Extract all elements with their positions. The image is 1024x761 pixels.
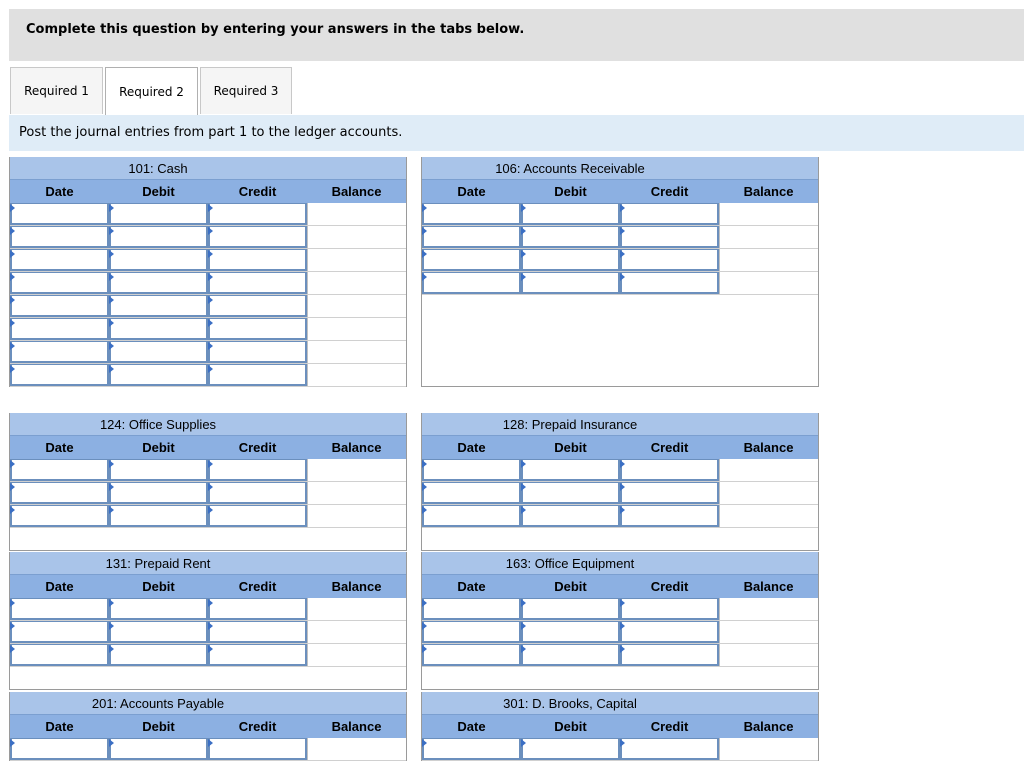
ledger-title bbox=[422, 552, 818, 575]
ledger-column-header bbox=[10, 575, 406, 598]
balance-cell bbox=[307, 272, 406, 294]
ledger-title bbox=[422, 413, 818, 436]
balance-cell bbox=[307, 459, 406, 481]
ledger-prepaid-rent bbox=[9, 552, 407, 690]
balance-cell bbox=[719, 738, 818, 760]
ledger-empty-row bbox=[422, 341, 818, 364]
header-date: Date bbox=[45, 184, 74, 199]
date-input[interactable] bbox=[10, 249, 109, 271]
credit-input[interactable] bbox=[620, 621, 719, 643]
credit-input[interactable] bbox=[208, 318, 307, 340]
debit-input[interactable] bbox=[521, 598, 620, 620]
balance-cell bbox=[307, 505, 406, 527]
balance-cell bbox=[307, 482, 406, 504]
ledger-prepaid-insurance bbox=[421, 413, 819, 551]
ledger-row bbox=[422, 226, 818, 249]
ledger-row bbox=[422, 482, 818, 505]
debit-input[interactable] bbox=[521, 203, 620, 225]
date-input[interactable] bbox=[10, 318, 109, 340]
header-debit: Debit bbox=[554, 719, 587, 734]
ledger-empty-row bbox=[422, 667, 818, 690]
balance-cell bbox=[307, 295, 406, 317]
date-input[interactable] bbox=[10, 482, 109, 504]
ledger-row bbox=[10, 341, 406, 364]
ledger-title bbox=[422, 692, 818, 715]
debit-input[interactable] bbox=[109, 249, 208, 271]
credit-input[interactable] bbox=[620, 226, 719, 248]
date-input[interactable] bbox=[10, 505, 109, 527]
balance-cell bbox=[307, 598, 406, 620]
tab-required-1[interactable]: Required 1 bbox=[10, 67, 103, 114]
debit-input[interactable] bbox=[109, 272, 208, 294]
ledger-row bbox=[10, 621, 406, 644]
header-date: Date bbox=[45, 719, 74, 734]
header-balance: Balance bbox=[743, 579, 794, 594]
balance-cell bbox=[307, 318, 406, 340]
header-balance: Balance bbox=[331, 440, 382, 455]
ledger-empty-row bbox=[10, 667, 406, 690]
header-debit: Debit bbox=[142, 579, 175, 594]
date-input[interactable] bbox=[422, 459, 521, 481]
balance-cell bbox=[719, 505, 818, 527]
date-input[interactable] bbox=[422, 505, 521, 527]
debit-input[interactable] bbox=[109, 341, 208, 363]
ledger-row bbox=[422, 644, 818, 667]
ledger-row bbox=[10, 249, 406, 272]
header-balance: Balance bbox=[743, 440, 794, 455]
ledger-row bbox=[10, 482, 406, 505]
debit-input[interactable] bbox=[109, 295, 208, 317]
balance-cell bbox=[719, 203, 818, 225]
ledger-account-name: 128: Prepaid Insurance bbox=[502, 416, 638, 432]
tab-required-3[interactable]: Required 3 bbox=[200, 67, 292, 114]
date-input[interactable] bbox=[422, 249, 521, 271]
ledger-column-header bbox=[10, 180, 406, 203]
credit-input[interactable] bbox=[208, 598, 307, 620]
ledger-column-header bbox=[422, 436, 818, 459]
date-input[interactable] bbox=[10, 364, 109, 386]
ledger-empty-row bbox=[10, 528, 406, 551]
balance-cell bbox=[719, 249, 818, 271]
header-credit: Credit bbox=[238, 440, 277, 455]
ledger-empty-row bbox=[422, 295, 818, 318]
ledger-row bbox=[422, 272, 818, 295]
date-input[interactable] bbox=[10, 295, 109, 317]
balance-cell bbox=[307, 226, 406, 248]
ledger-title bbox=[10, 692, 406, 715]
header-debit: Debit bbox=[142, 440, 175, 455]
credit-input[interactable] bbox=[208, 295, 307, 317]
ledger-row bbox=[422, 598, 818, 621]
credit-input[interactable] bbox=[208, 272, 307, 294]
debit-input[interactable] bbox=[109, 621, 208, 643]
credit-input[interactable] bbox=[620, 738, 719, 760]
ledger-title bbox=[10, 552, 406, 575]
debit-input[interactable] bbox=[109, 644, 208, 666]
header-date: Date bbox=[457, 184, 486, 199]
ledger-row bbox=[422, 249, 818, 272]
header-date: Date bbox=[457, 440, 486, 455]
debit-input[interactable] bbox=[109, 738, 208, 760]
ledger-column-header bbox=[10, 715, 406, 738]
ledger-row bbox=[422, 203, 818, 226]
date-input[interactable] bbox=[422, 272, 521, 294]
ledger-empty-row bbox=[422, 318, 818, 341]
date-input[interactable] bbox=[422, 226, 521, 248]
date-input[interactable] bbox=[10, 341, 109, 363]
header-credit: Credit bbox=[650, 719, 689, 734]
header-credit: Credit bbox=[650, 184, 689, 199]
credit-input[interactable] bbox=[208, 505, 307, 527]
balance-cell bbox=[719, 482, 818, 504]
ledger-account-name: 131: Prepaid Rent bbox=[105, 555, 211, 571]
debit-input[interactable] bbox=[109, 203, 208, 225]
credit-input[interactable] bbox=[208, 249, 307, 271]
balance-cell bbox=[719, 598, 818, 620]
date-input[interactable] bbox=[10, 738, 109, 760]
ledger-column-header bbox=[10, 436, 406, 459]
credit-input[interactable] bbox=[620, 249, 719, 271]
ledger-title bbox=[10, 157, 406, 180]
header-balance: Balance bbox=[743, 719, 794, 734]
date-input[interactable] bbox=[422, 621, 521, 643]
balance-cell bbox=[307, 341, 406, 363]
debit-input[interactable] bbox=[109, 598, 208, 620]
credit-input[interactable] bbox=[620, 505, 719, 527]
ledger-account-name: 106: Accounts Receivable bbox=[495, 160, 645, 176]
header-balance: Balance bbox=[331, 184, 382, 199]
credit-input[interactable] bbox=[208, 226, 307, 248]
ledger-row bbox=[10, 459, 406, 482]
balance-cell bbox=[719, 226, 818, 248]
header-debit: Debit bbox=[142, 719, 175, 734]
debit-input[interactable] bbox=[521, 644, 620, 666]
header-debit: Debit bbox=[554, 579, 587, 594]
ledger-empty-row bbox=[422, 364, 818, 387]
header-credit: Credit bbox=[650, 440, 689, 455]
balance-cell bbox=[719, 644, 818, 666]
ledger-column-header bbox=[422, 180, 818, 203]
header-debit: Debit bbox=[554, 184, 587, 199]
date-input[interactable] bbox=[10, 459, 109, 481]
ledger-account-name: 101: Cash bbox=[128, 160, 188, 176]
header-credit: Credit bbox=[650, 579, 689, 594]
header-credit: Credit bbox=[238, 719, 277, 734]
ledger-row bbox=[10, 272, 406, 295]
debit-input[interactable] bbox=[521, 459, 620, 481]
date-input[interactable] bbox=[10, 203, 109, 225]
date-input[interactable] bbox=[10, 598, 109, 620]
date-input[interactable] bbox=[10, 272, 109, 294]
credit-input[interactable] bbox=[620, 644, 719, 666]
ledger-row bbox=[422, 459, 818, 482]
instructions-bar bbox=[9, 115, 1024, 151]
balance-cell bbox=[307, 203, 406, 225]
ledger-office-equipment bbox=[421, 552, 819, 690]
date-input[interactable] bbox=[10, 644, 109, 666]
date-input[interactable] bbox=[422, 738, 521, 760]
ledger-office-supplies bbox=[9, 413, 407, 551]
ledger-row bbox=[10, 295, 406, 318]
credit-input[interactable] bbox=[620, 203, 719, 225]
header-credit: Credit bbox=[238, 184, 277, 199]
ledger-row bbox=[10, 226, 406, 249]
date-input[interactable] bbox=[10, 621, 109, 643]
ledger-accounts-receivable bbox=[421, 157, 819, 387]
ledger-row bbox=[422, 505, 818, 528]
balance-cell bbox=[307, 364, 406, 386]
banner-text: Complete this question by entering your answers in the tabs below. bbox=[26, 22, 525, 37]
ledger-cash bbox=[9, 157, 407, 387]
date-input[interactable] bbox=[10, 226, 109, 248]
header-credit: Credit bbox=[238, 579, 277, 594]
credit-input[interactable] bbox=[208, 738, 307, 760]
debit-input[interactable] bbox=[109, 505, 208, 527]
credit-input[interactable] bbox=[208, 203, 307, 225]
instruction-banner bbox=[9, 9, 1024, 61]
header-date: Date bbox=[457, 579, 486, 594]
ledger-row bbox=[10, 738, 406, 761]
ledger-row bbox=[10, 364, 406, 387]
credit-input[interactable] bbox=[620, 598, 719, 620]
ledger-dbrooks-capital bbox=[421, 692, 819, 761]
debit-input[interactable] bbox=[521, 505, 620, 527]
credit-input[interactable] bbox=[208, 341, 307, 363]
debit-input[interactable] bbox=[109, 364, 208, 386]
ledger-account-name: 301: D. Brooks, Capital bbox=[503, 695, 637, 711]
debit-input[interactable] bbox=[109, 459, 208, 481]
header-date: Date bbox=[457, 719, 486, 734]
credit-input[interactable] bbox=[620, 459, 719, 481]
debit-input[interactable] bbox=[521, 226, 620, 248]
credit-input[interactable] bbox=[208, 621, 307, 643]
debit-input[interactable] bbox=[521, 738, 620, 760]
debit-input[interactable] bbox=[521, 621, 620, 643]
debit-input[interactable] bbox=[521, 482, 620, 504]
ledger-account-name: 163: Office Equipment bbox=[505, 555, 635, 571]
ledger-row bbox=[422, 621, 818, 644]
debit-input[interactable] bbox=[109, 482, 208, 504]
ledger-title bbox=[422, 157, 818, 180]
ledger-title bbox=[10, 413, 406, 436]
ledger-account-name: 201: Accounts Payable bbox=[91, 695, 225, 711]
credit-input[interactable] bbox=[620, 482, 719, 504]
credit-input[interactable] bbox=[620, 272, 719, 294]
ledger-row bbox=[422, 738, 818, 761]
header-balance: Balance bbox=[331, 719, 382, 734]
ledger-column-header bbox=[422, 575, 818, 598]
credit-input[interactable] bbox=[208, 482, 307, 504]
header-balance: Balance bbox=[331, 579, 382, 594]
header-date: Date bbox=[45, 579, 74, 594]
balance-cell bbox=[307, 738, 406, 760]
balance-cell bbox=[719, 272, 818, 294]
debit-input[interactable] bbox=[521, 249, 620, 271]
ledger-accounts-payable bbox=[9, 692, 407, 761]
debit-input[interactable] bbox=[521, 272, 620, 294]
header-balance: Balance bbox=[743, 184, 794, 199]
header-date: Date bbox=[45, 440, 74, 455]
ledger-empty-row bbox=[422, 528, 818, 551]
debit-input[interactable] bbox=[109, 226, 208, 248]
ledger-row bbox=[10, 644, 406, 667]
balance-cell bbox=[719, 621, 818, 643]
balance-cell bbox=[307, 621, 406, 643]
credit-input[interactable] bbox=[208, 459, 307, 481]
ledger-row bbox=[10, 203, 406, 226]
balance-cell bbox=[719, 459, 818, 481]
balance-cell bbox=[307, 249, 406, 271]
header-debit: Debit bbox=[142, 184, 175, 199]
instructions-text: Post the journal entries from part 1 to the ledger accounts. bbox=[19, 125, 403, 140]
ledger-row bbox=[10, 505, 406, 528]
credit-input[interactable] bbox=[208, 644, 307, 666]
date-input[interactable] bbox=[422, 482, 521, 504]
date-input[interactable] bbox=[422, 644, 521, 666]
ledger-row bbox=[10, 318, 406, 341]
debit-input[interactable] bbox=[109, 318, 208, 340]
date-input[interactable] bbox=[422, 203, 521, 225]
tab-required-2[interactable]: Required 2 bbox=[105, 67, 198, 116]
header-debit: Debit bbox=[554, 440, 587, 455]
credit-input[interactable] bbox=[208, 364, 307, 386]
ledger-column-header bbox=[422, 715, 818, 738]
balance-cell bbox=[307, 644, 406, 666]
date-input[interactable] bbox=[422, 598, 521, 620]
ledger-row bbox=[10, 598, 406, 621]
ledger-account-name: 124: Office Supplies bbox=[99, 416, 217, 432]
